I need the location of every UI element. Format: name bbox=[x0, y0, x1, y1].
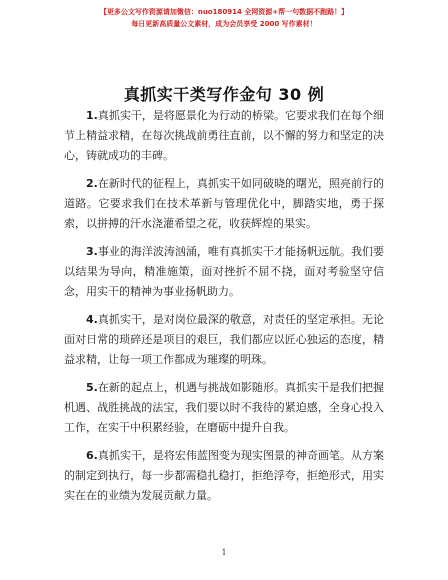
promo-banner-line-2: 每日更新高质量公文素材，成为会员享受 2000 写作素材！ bbox=[131, 20, 317, 28]
page-number: 1 bbox=[221, 548, 227, 557]
paragraph-text: 在新的起点上，机遇与挑战如影随形。真抓实干是我们把握机遇、战胜挑战的法宝，我们要以时不我待的紧迫感，全身心投入工作，在实干中积累经验，在磨砺中提升自我。 bbox=[64, 381, 384, 434]
paragraph-number: 2. bbox=[86, 177, 98, 190]
paragraph-2 bbox=[64, 174, 384, 234]
paragraph-number: 4. bbox=[86, 313, 98, 326]
paragraph-number: 6. bbox=[86, 449, 98, 462]
paragraph-3 bbox=[64, 242, 384, 302]
paragraph-number: 5. bbox=[86, 381, 98, 394]
paragraph-text: 真抓实干，是将宏伟蓝图变为现实图景的神奇画笔。从方案的制定到执行，每一步都需稳扎稳打，拒绝浮夸，拒绝形式，用实实在在的业绩为发展贡献力量。 bbox=[64, 449, 384, 502]
paragraph-text: 事业的海洋波涛汹涌，唯有真抓实干才能扬帆远航。我们要以结果为导向，精准施策，面对挫折不屈不挠，面对考验坚守信念，用实干的精神为事业扬帆助力。 bbox=[64, 245, 384, 298]
paragraph-5 bbox=[64, 378, 384, 438]
paragraph-1 bbox=[64, 106, 384, 166]
paragraph-text: 真抓实干，是将愿景化为行动的桥梁。它要求我们在每个细节上精益求精，在每次挑战前勇往直前，以不懈的努力和坚定的决心，铸就成功的丰碑。 bbox=[64, 109, 384, 162]
promo-banner bbox=[0, 6, 448, 30]
promo-banner-line-1: 【更多公文写作资源请加微信：nuo180914 全网资源+帮一句数据不跑路！】 bbox=[99, 8, 349, 16]
paragraph-number: 1. bbox=[86, 109, 98, 122]
paragraph-text: 在新时代的征程上，真抓实干如同破晓的曙光，照亮前行的道路。它要求我们在技术革新与管理优化中，脚踏实地，勇于探索，以拼搏的汗水浇灌希望之花，收获辉煌的果实。 bbox=[64, 177, 384, 230]
paragraph-4 bbox=[64, 310, 384, 370]
document-body bbox=[64, 106, 384, 514]
document-title: 真抓实干类写作金句 30 例 bbox=[123, 85, 325, 104]
paragraph-number: 3. bbox=[86, 245, 98, 258]
paragraph-text: 真抓实干，是对岗位最深的敬意，对责任的坚定承担。无论面对日常的琐碎还是项目的艰巨，我们都应以匠心独运的态度，精益求精，让每一项工作都成为璀璨的明珠。 bbox=[64, 313, 384, 366]
paragraph-6 bbox=[64, 446, 384, 506]
